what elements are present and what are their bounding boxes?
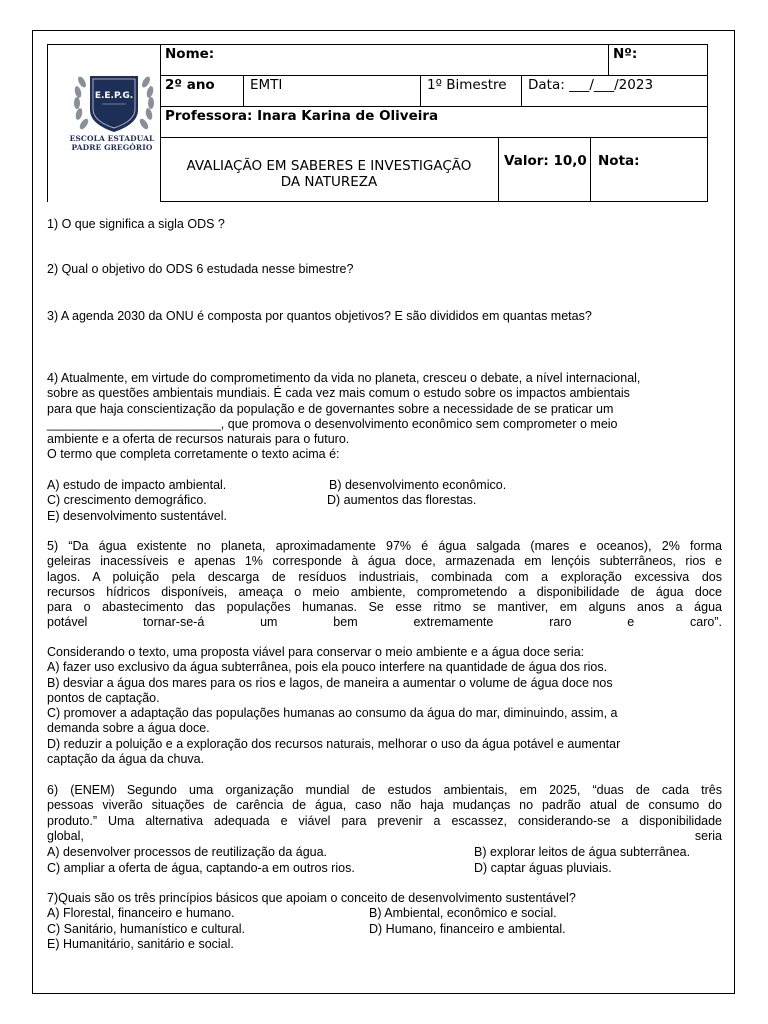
q5-option-c[interactable]: C) promover a adaptação das populações humanas ao consumo da água do mar, diminuindo, assim, a [47, 706, 618, 721]
score-label: Nota: [598, 153, 640, 169]
school-name: ESCOLA ESTADUAL PADRE GREGÓRIO [69, 134, 155, 152]
q4-option-b[interactable]: B) desenvolvimento econômico. [329, 478, 507, 492]
question-1: 1) O que significa a sigla ODS ? [47, 217, 225, 231]
number-label: Nº: [613, 46, 638, 62]
q4-option-a[interactable]: A) estudo de impacto ambiental. [47, 478, 227, 492]
q7-option-a[interactable]: A) Florestal, financeiro e humano. [47, 906, 235, 920]
question-2: 2) Qual o objetivo do ODS 6 estudada nesse bimestre? [47, 262, 354, 276]
q4-option-c[interactable]: C) crescimento demográfico. [47, 493, 207, 507]
question-4: 4) Atualmente, em virtude do comprometimento da vida no planeta, cresceu o debate, a nível internacional, sobre as questões ambientais mundiais. É cada vez mais comum o estudo sobre os impactos ambientais para que haja conscientização da população e de governantes sobre a necessidade de se praticar um _________________________, que promova o desenvolvimento econômico sem comprometer o meio ambiente e a oferta de recursos naturais para o futuro. O termo que completa corretamente o texto acima é: [47, 371, 641, 462]
q7-option-d[interactable]: D) Humano, financeiro e ambiental. [369, 922, 566, 936]
teacher-text: Professora: Inara Karina de Oliveira [165, 108, 439, 124]
bimester-text: 1º Bimestre [427, 77, 507, 93]
grade-score-cell[interactable] [590, 137, 708, 202]
name-label: Nome: [165, 46, 215, 62]
question-6-text: 6) (ENEM) Segundo uma organização mundial de estudos ambientais, em 2025, “duas de cada três pessoas viverão situações de carência de água, caso não haja mudanças no padrão atual de consumo do produto.” Uma alternativa adequada e viável para prevenir a escassez, considerando-se a disponibilidade global, seria [47, 783, 722, 843]
q6-option-b[interactable]: B) explorar leitos de água subterrânea. [474, 845, 691, 859]
q4-option-e[interactable]: E) desenvolvimento sustentável. [47, 509, 227, 523]
q7-option-e[interactable]: E) Humanitário, sanitário e social. [47, 937, 234, 951]
q5-option-d[interactable]: D) reduzir a poluição e a exploração dos recursos naturais, melhorar o uso da água potável e aumentar [47, 736, 621, 751]
q6-option-c[interactable]: C) ampliar a oferta de água, captando-a em outros rios. [47, 861, 355, 875]
name-field-cell[interactable] [160, 44, 609, 76]
exam-title: AVALIAÇÃO EM SABERES E INVESTIGAÇÃO DA NATUREZA [186, 158, 472, 190]
date-text: Data: ___/___/2023 [528, 77, 654, 93]
q6-option-a[interactable]: A) desenvolver processos de reutilização da água. [47, 845, 328, 859]
q5-option-a[interactable]: A) fazer uso exclusivo da água subterrânea, pois ela pouco interfere na quantidade de água dos rios. [47, 660, 608, 675]
q4-option-d[interactable]: D) aumentos das florestas. [327, 493, 477, 507]
q7-option-c[interactable]: C) Sanitário, humanístico e cultural. [47, 922, 246, 936]
q6-option-d[interactable]: D) captar águas pluviais. [474, 861, 612, 875]
question-5-text: 5) “Da água existente no planeta, aproximadamente 97% é água salgada (mares e oceanos), 2% forma geleiras inacessíveis e apenas 1% corresponde à água doce, armazenada em lençóis subterrâneos, rios e lagos. A poluição pela descarga de resíduos industriais, combinada com a exploração excessiva dos recursos hídricos disponíveis, ameaça o meio ambiente, comprometendo a disponibilidade de água doce para o abastecimento das populações humanas. Se esse ritmo se mantiver, em alguns anos a água potável tornar-se-á um bem extremamente raro e caro”. [47, 539, 722, 630]
question-7: 7)Quais são os três princípios básicos que apoiam o conceito de desenvolvimento sustentável? [47, 891, 576, 905]
logo-initials: E.E.P.G. [94, 91, 134, 101]
value-cell [498, 137, 591, 202]
q5-option-b[interactable]: B) desviar a água dos mares para os rios e lagos, de maneira a aumentar o volume de água doce nos [47, 675, 613, 690]
value-text: Valor: 10,0 [504, 153, 587, 169]
q7-option-b[interactable]: B) Ambiental, econômico e social. [369, 906, 557, 920]
question-3: 3) A agenda 2030 da ONU é composta por quantos objetivos? E são divididos em quantas metas? [47, 309, 592, 323]
class-text: EMTI [250, 77, 283, 93]
grade-text: 2º ano [165, 77, 215, 93]
question-5-options: Considerando o texto, uma proposta viável para conservar o meio ambiente e a água doce seria: A) fazer uso exclusivo da água subterrânea, pois ela pouco interfere na quantidade de água dos rios. B) desviar a água dos mares para os rios e lagos, de maneira a aumentar o volume de água doce nos pontos de captação. C) promover a adaptação das populações humanas ao consumo da água do mar, diminuindo, assim, a demanda sobre a água doce. D) reduzir a poluição e a exploração dos recursos naturais, melhorar o uso da água potável e aumentar captação da água da chuva. [47, 645, 722, 767]
